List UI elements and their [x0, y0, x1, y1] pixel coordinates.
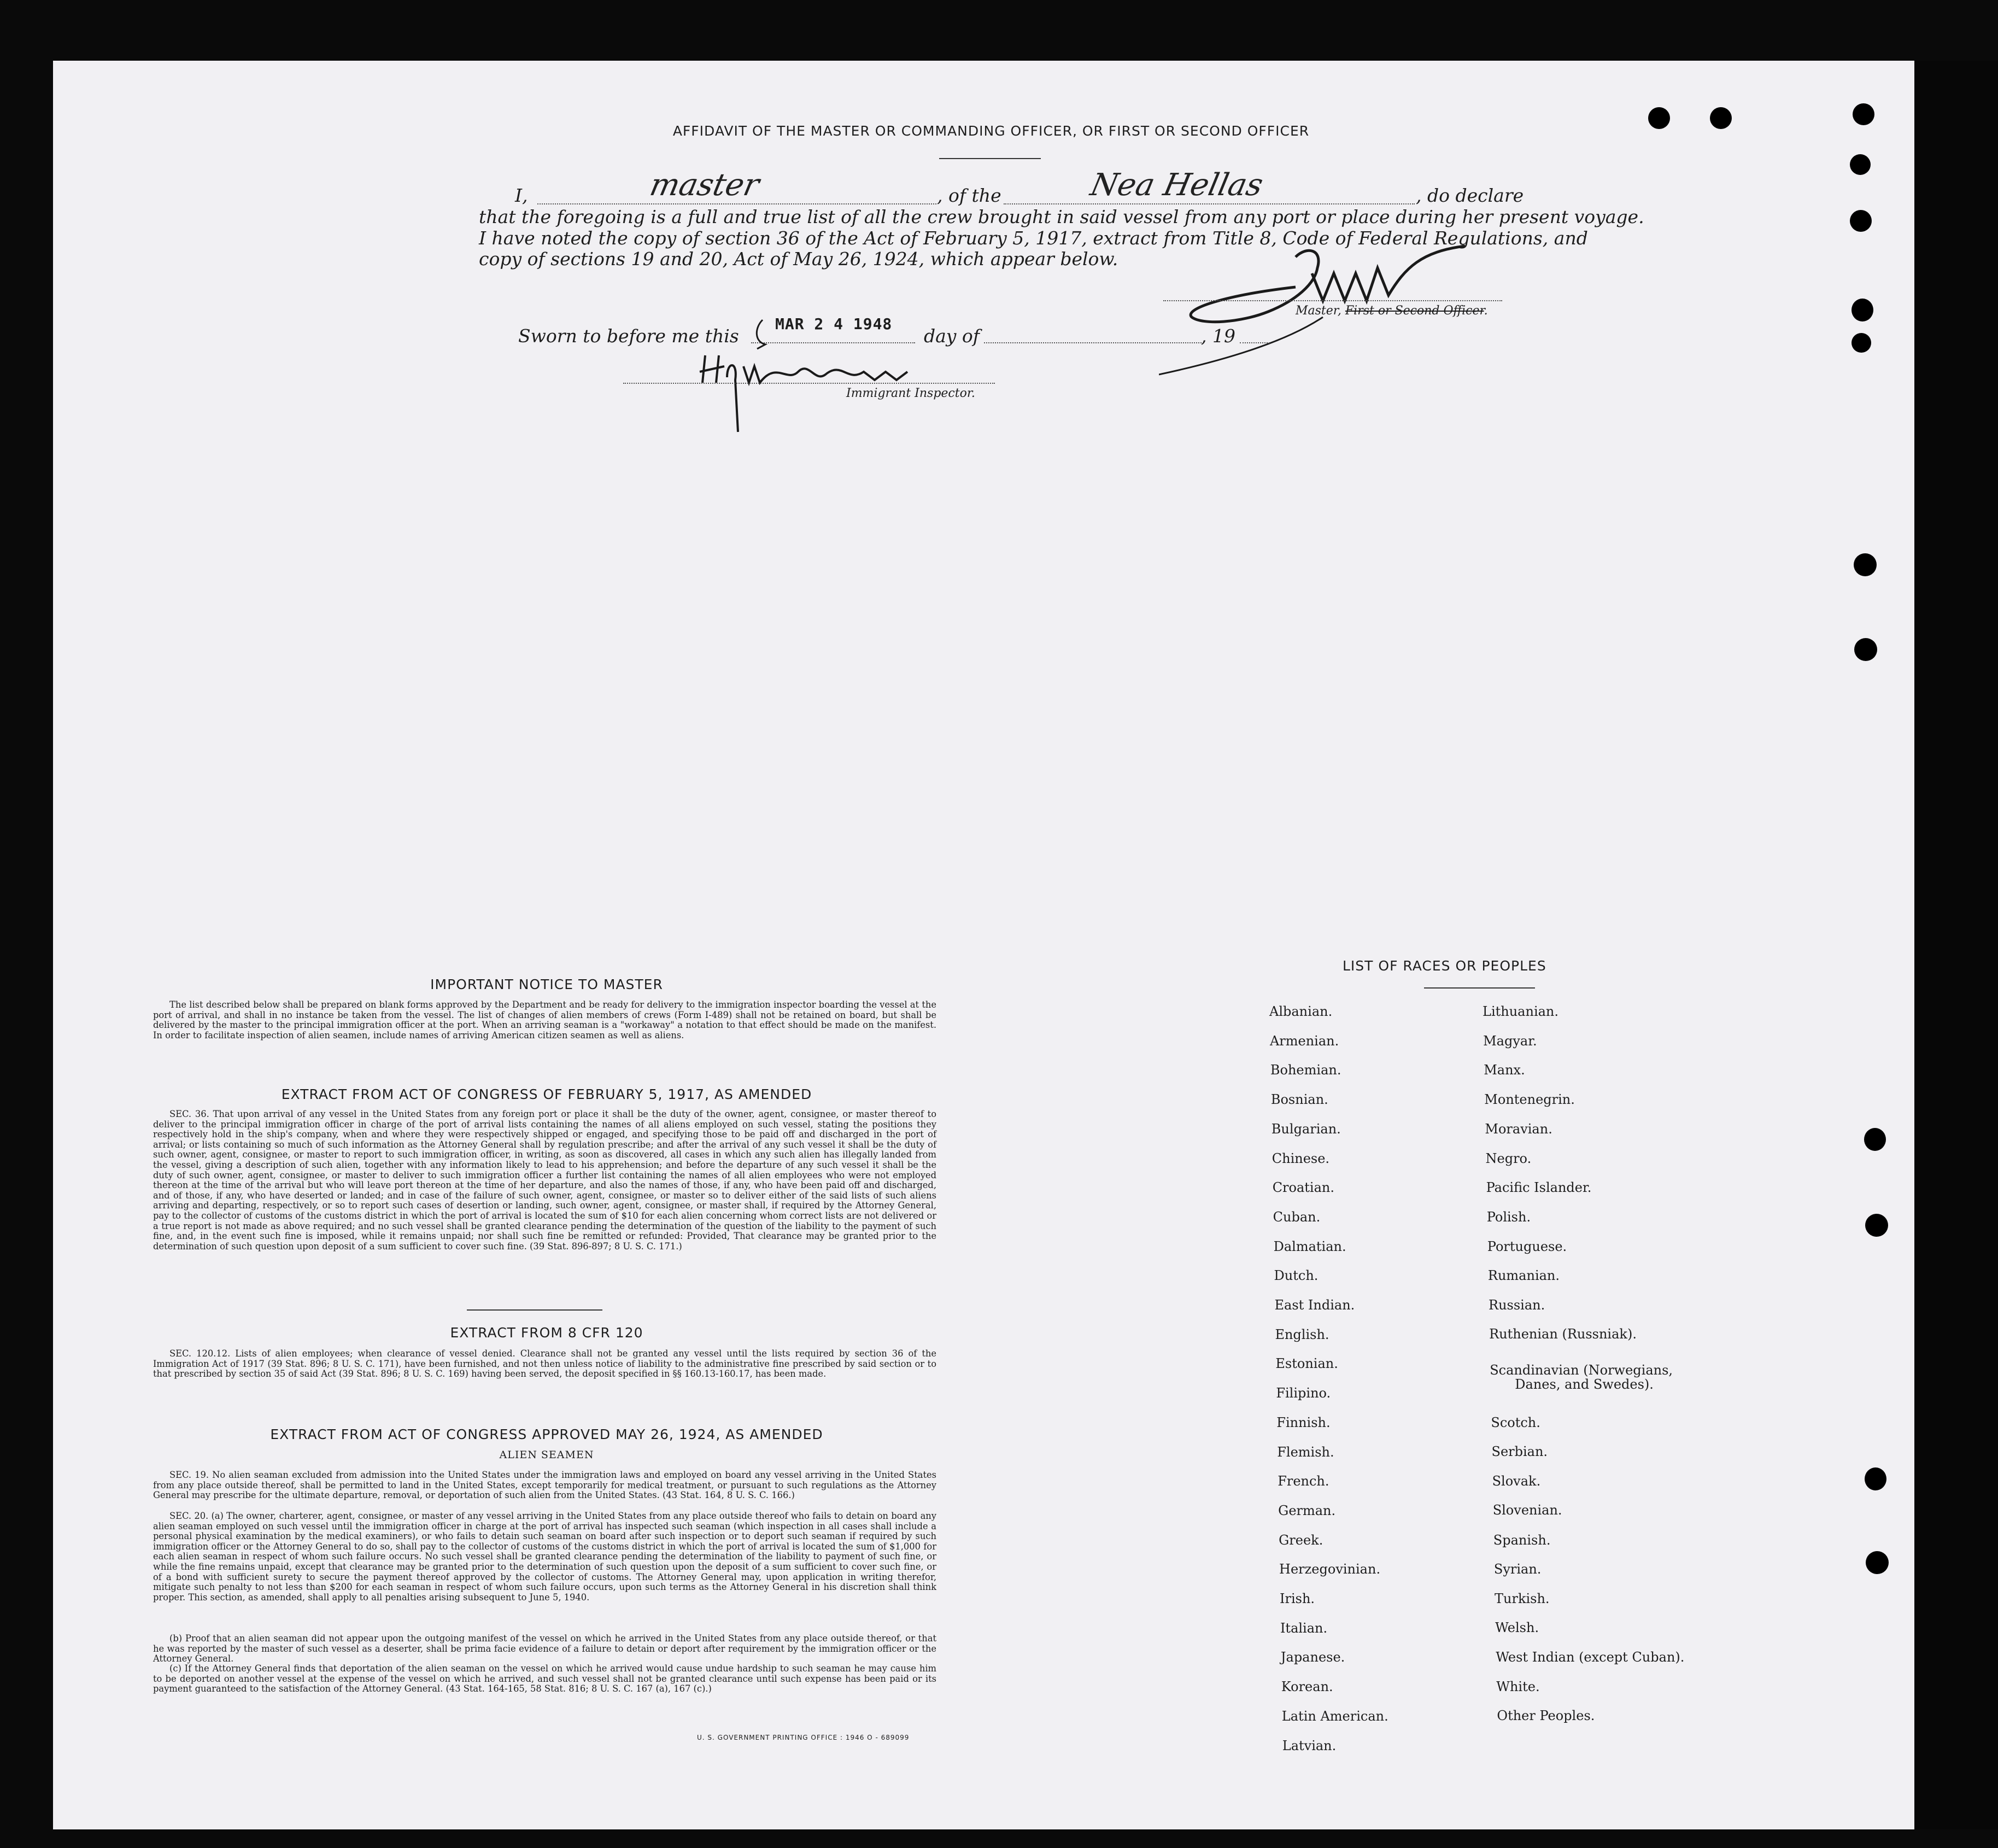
- race-item: Danes, and Swedes).: [1515, 1377, 1654, 1392]
- race-item: Bosnian.: [1270, 1092, 1328, 1108]
- title-divider: [939, 158, 1041, 159]
- race-item: White.: [1496, 1679, 1540, 1694]
- race-item: Finnish.: [1276, 1414, 1331, 1430]
- race-item: Polish.: [1486, 1209, 1531, 1225]
- race-item: Japanese.: [1280, 1650, 1345, 1665]
- race-item: Montenegrin.: [1484, 1092, 1575, 1107]
- officer-signature-line: [1163, 300, 1502, 301]
- affidavit-title: AFFIDAVIT OF THE MASTER OR COMMANDING OFFICER, OR FIRST OR SECOND OFFICER: [672, 123, 1310, 139]
- races-title: LIST OF RACES OR PEOPLES: [1343, 958, 1546, 974]
- extract-8cfr-title: EXTRACT FROM 8 CFR 120: [450, 1325, 643, 1341]
- inspector-caption: Immigrant Inspector.: [846, 387, 975, 400]
- race-item: Turkish.: [1495, 1591, 1550, 1606]
- race-item: Lithuanian.: [1483, 1004, 1559, 1019]
- do-declare-label: , do declare: [1416, 185, 1524, 206]
- race-item: Filipino.: [1276, 1385, 1331, 1401]
- race-item: Moravian.: [1485, 1121, 1552, 1137]
- race-item: Dutch.: [1274, 1268, 1319, 1284]
- race-item: Albanian.: [1269, 1004, 1333, 1019]
- race-item: Italian.: [1280, 1620, 1328, 1636]
- alien-seamen-subtitle: ALIEN SEAMEN: [499, 1449, 594, 1461]
- race-item: Flemish.: [1277, 1444, 1334, 1460]
- race-item: Chinese.: [1272, 1150, 1330, 1166]
- officer-caption-master: Master,: [1296, 304, 1341, 318]
- race-item: Latvian.: [1282, 1738, 1337, 1753]
- extract-1924-sec19: SEC. 19. No alien seaman excluded from admission into the United States under the immigration laws and employed on board any vessel arriving in the United States from any place outside thereof, shall be permitted to land in the United States, except temporarily for medical treatment, or pursuant to such regulations as the Attorney General may prescribe for the ultimate departure, removal, or deportation of such alien from the United States. (43 Stat. 164, 8 U. S. C. 166.): [153, 1470, 936, 1501]
- year-line: [1240, 342, 1270, 343]
- extract-1924-sec20b: (b) Proof that an alien seaman did not appear upon the outgoing manifest of the vessel on which he arrived in the United States from any place outside thereof, or that he was reported by the master of such vessel as a deserter, shall be prima facie evidence of a failure to detain or deport after requirement by the immigration officer or the Attorney General.: [153, 1633, 936, 1664]
- race-item: Ruthenian (Russniak).: [1489, 1326, 1637, 1342]
- race-item: Greek.: [1279, 1532, 1323, 1548]
- race-item: Spanish.: [1493, 1533, 1551, 1548]
- affidavit-line-2: that the foregoing is a full and true list of all the crew brought in said vessel from any port or place during her present voyage.: [479, 206, 1644, 227]
- race-item: Irish.: [1280, 1591, 1315, 1606]
- extract-8cfr-text: SEC. 120.12. Lists of alien employees; when clearance of vessel denied. Clearance shall not be granted any vessel until the lists required by section 36 of the Immigration Act of 1917 (39 Stat. 896; 8 U. S. C. 171), have been furnished, and not then unless notice of liability to the administrative fine prescribed by said section or to that prescribed by section 35 of said Act (39 Stat. 896; 8 U. S. C. 169) having been served, the deposit specified in §§ 160.13-160.17, has been made.: [153, 1348, 936, 1379]
- race-item: Slovak.: [1492, 1473, 1541, 1489]
- punch-hole: [1850, 154, 1871, 175]
- punch-hole: [1854, 553, 1877, 576]
- rank-line: [537, 203, 936, 204]
- race-item: Bohemian.: [1270, 1062, 1341, 1078]
- race-item: Armenian.: [1269, 1033, 1339, 1049]
- officer-caption-struck: First or Second Officer: [1345, 304, 1484, 318]
- sworn-initial: [752, 317, 774, 350]
- punch-hole: [1854, 638, 1877, 661]
- punch-hole: [1648, 107, 1670, 129]
- race-item: Korean.: [1281, 1679, 1333, 1695]
- race-item: Scandinavian (Norwegians,: [1490, 1362, 1673, 1378]
- punch-hole: [1851, 299, 1873, 321]
- race-item: Cuban.: [1273, 1209, 1321, 1225]
- race-item: Estonian.: [1275, 1356, 1338, 1372]
- race-item: English.: [1275, 1326, 1329, 1342]
- race-item: Croatian.: [1272, 1180, 1334, 1196]
- notice-title: IMPORTANT NOTICE TO MASTER: [430, 976, 663, 992]
- race-item: Rumanian.: [1487, 1268, 1560, 1283]
- officer-caption: Master, First or Second Officer.: [1296, 304, 1488, 318]
- race-item: Syrian.: [1493, 1562, 1542, 1577]
- race-item: Portuguese.: [1487, 1239, 1567, 1254]
- race-item: Serbian.: [1491, 1444, 1548, 1459]
- sworn-label: Sworn to before me this: [518, 325, 739, 347]
- race-item: Pacific Islander.: [1486, 1180, 1592, 1195]
- affidavit-line-3: I have noted the copy of section 36 of the Act of February 5, 1917, extract from Title 8, Code of Federal Regulations, and: [479, 227, 1588, 249]
- punch-hole: [1865, 1214, 1888, 1237]
- race-item: West Indian (except Cuban).: [1496, 1650, 1685, 1665]
- month-line: [984, 342, 1202, 343]
- race-item: Other Peoples.: [1497, 1708, 1595, 1723]
- race-item: German.: [1278, 1502, 1336, 1518]
- race-item: Russian.: [1489, 1297, 1545, 1313]
- affidavit-i-label: I,: [515, 185, 528, 206]
- punch-hole: [1864, 1128, 1886, 1151]
- punch-hole: [1865, 1467, 1886, 1490]
- year-prefix: , 19: [1201, 325, 1235, 347]
- race-item: Latin American.: [1281, 1708, 1388, 1724]
- punch-hole: [1851, 333, 1871, 353]
- punch-hole: [1853, 103, 1874, 125]
- handwritten-rank: master: [647, 167, 763, 203]
- extract-divider: [467, 1309, 602, 1311]
- race-item: Magyar.: [1483, 1033, 1537, 1049]
- printer-credit: U. S. GOVERNMENT PRINTING OFFICE : 1946 O - 689099: [697, 1734, 910, 1741]
- sworn-day-line: [751, 342, 915, 343]
- race-item: Negro.: [1485, 1151, 1532, 1166]
- punch-hole: [1710, 107, 1732, 129]
- race-item: Welsh.: [1495, 1620, 1539, 1635]
- race-item: Dalmatian.: [1273, 1238, 1346, 1254]
- races-divider: [1424, 987, 1535, 989]
- race-item: Herzegovinian.: [1279, 1562, 1381, 1577]
- extract-1924-sec20a: SEC. 20. (a) The owner, charterer, agent, consignee, or master of any vessel arriving in the United States from any place outside thereof who fails to detain on board any alien seaman employed on such vessel until the immigration officer in charge at the port of arrival has inspected such seaman (which inspection in all cases shall include a personal physical examination by the medical examiners), or who fails to detain such seaman on board after such inspection or to deport such seaman if required by such immigration officer or the Attorney General to do so, shall pay to the collector of customs of the customs district in which the port of arrival is located the sum of $1,000 for each alien seaman in respect of whom such failure occurs. No such vessel shall be granted clearance pending the determination of the liability to payment of such fine, or while the fine remains unpaid, except that clearance may be granted prior to the determination of such question upon the deposit of a sum sufficient to cover such fine, or of a bond with sufficient surety to secure the payment thereof approved by the collector of customs. The Attorney General may, upon application in writing therefor, mitigate such penalty to not less than $200 for each seaman in respect of whom such failure occurs, upon such terms as the Attorney General in his discretion shall think proper. This section, as amended, shall apply to all penalties arising subsequent to June 5, 1940.: [153, 1511, 936, 1603]
- of-the-label: , of the: [937, 185, 1001, 206]
- race-item: Bulgarian.: [1271, 1121, 1341, 1137]
- vessel-line: [1004, 203, 1415, 204]
- extract-1917-title: EXTRACT FROM ACT OF CONGRESS OF FEBRUARY 5, 1917, AS AMENDED: [281, 1086, 812, 1102]
- date-stamp: MAR 2 4 1948: [775, 315, 893, 333]
- punch-hole: [1850, 210, 1872, 232]
- race-item: East Indian.: [1274, 1297, 1355, 1313]
- handwritten-vessel: Nea Hellas: [1087, 167, 1267, 203]
- extract-1924-title: EXTRACT FROM ACT OF CONGRESS APPROVED MAY 26, 1924, AS AMENDED: [270, 1426, 823, 1442]
- race-item: Slovenian.: [1492, 1502, 1562, 1518]
- race-item: French.: [1278, 1473, 1329, 1489]
- inspector-signature-line: [623, 383, 995, 384]
- extract-1917-text: SEC. 36. That upon arrival of any vessel in the United States from any foreign port or place it shall be the duty of the owner, agent, consignee, or master thereof to deliver to the principal immigration officer in charge of the port of arrival lists containing the names of all aliens employed on such vessel, stating the positions they respectively hold in the ship's company, when and where they were respectively shipped or engaged, and specifying those to be paid off and discharged in the port of arrival; or lists containing so much of such information as the Attorney General shall by regulation prescribe; and after the arrival of any such vessel it shall be the duty of such owner, agent, consignee, or master to report to such immigration officer, in writing, as soon as discovered, all cases in which any such alien has illegally landed from the vessel, giving a description of such alien, together with any information likely to lead to his apprehension; and before the departure of any such vessel it shall be the duty of such owner, agent, consignee, or master to deliver to such immigration officer a further list containing the names of all alien employees who were not employed thereon at the time of the arrival but who will leave port thereon at the time of her departure, and also the names of those, if any, who have been paid off and discharged, and of those, if any, who have deserted or landed; and in case of the failure of such owner, agent, consignee, or master so to deliver either of the said lists of such aliens arriving and departing, respectively, or so to report such cases of desertion or landing, such owner, agent, consignee, or master shall, if required by the Attorney General, pay to the collector of customs of the customs district in which the port of arrival is located the sum of $10 for each alien concerning whom correct lists are not delivered or a true report is not made as above required; and no such vessel shall be granted clearance pending the determination of the question of the liability to the payment of such fine, and, in the event such fine is imposed, while it remains unpaid; nor shall such fine be remitted or refunded: Provided, That clearance may be granted prior to the determination of such question upon deposit of a sum sufficient to cover such fine. (39 Stat. 896-897; 8 U. S. C. 171.): [153, 1109, 936, 1252]
- punch-hole: [1866, 1551, 1889, 1574]
- notice-text: The list described below shall be prepared on blank forms approved by the Department and be ready for delivery to the immigration inspector boarding the vessel at the port of arrival, and shall in no instance be taken from the vessel. The list of changes of alien members of crews (Form I-489) shall not be retained on board, but shall be delivered by the master to the principal immigration officer at the port. When an arriving seaman is a "workaway" a notation to that effect should be made on the manifest. In order to facilitate inspection of alien seamen, include names of arriving American citizen seamen as well as aliens.: [153, 999, 936, 1040]
- extract-1924-sec20c: (c) If the Attorney General finds that deportation of the alien seaman on the vessel on which he arrived would cause undue hardship to such seaman he may cause him to be deported on another vessel at the expense of the vessel on which he arrived, and such vessel shall not be granted clearance until such expense has been paid or its payment guaranteed to the satisfaction of the Attorney General. (43 Stat. 164-165, 58 Stat. 816; 8 U. S. C. 167 (a), 167 (c).): [153, 1663, 936, 1694]
- affidavit-line-4: copy of sections 19 and 20, Act of May 26, 1924, which appear below.: [479, 248, 1118, 270]
- scan-edge: [1914, 61, 1998, 1829]
- day-of-label: day of: [924, 325, 980, 347]
- race-item: Scotch.: [1491, 1415, 1540, 1430]
- race-item: Manx.: [1484, 1062, 1525, 1078]
